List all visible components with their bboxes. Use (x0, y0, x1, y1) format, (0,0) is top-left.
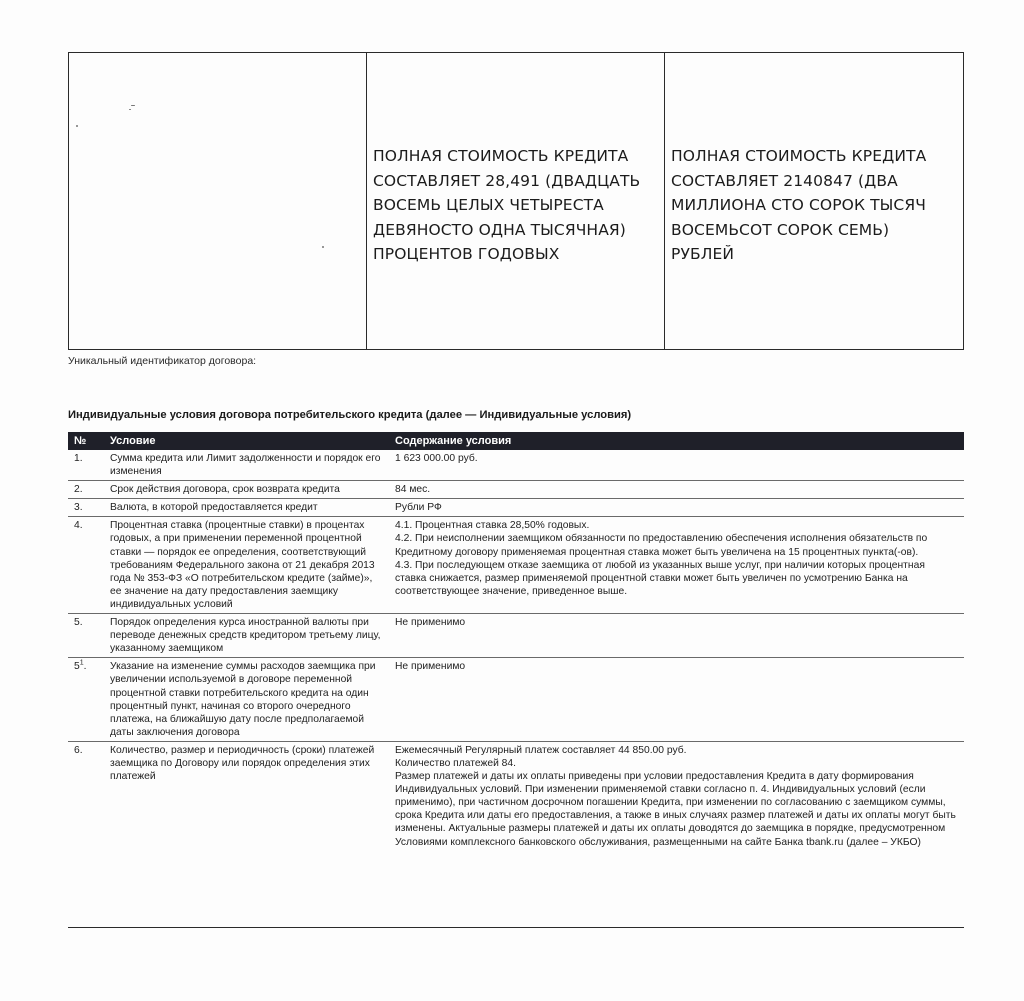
row-number: 1. (74, 453, 83, 464)
content-line: Не применимо (395, 617, 466, 629)
row-condition: Процентная ставка (процентные ставки) в процентах годовых, а при применении переменной процентной ставки — порядок ее определения, соответствующий требованиям Федерального закона от 21 декабря 2013 года № 353-ФЗ «О потребительском кредите (займе)», ее значение на дату предоставления заемщику индивидуальных условий (110, 520, 375, 610)
scan-speck (76, 125, 78, 127)
row-condition: Порядок определения курса иностранной валюты при переводе денежных средств кредитором третьему лицу, указанному заемщиком (110, 617, 381, 655)
row-content (389, 450, 964, 480)
conditions-title: Индивидуальные условия договора потребительского кредита (далее — Индивидуальные условия) (68, 409, 632, 421)
content-line: Размер платежей и даты их оплаты приведены при условии предоставления Кредита в дату формирования Индивидуальных условий. При изменении применяемой ставки согласно п. 4. Индивидуальных условий (если применимо), при частичном досрочном погашении Кредита, при изменении по согласованию с заемщиком суммы, срока Кредита или даты его предоставления, а также в иных случаях размер платежей и даты их оплаты могут быть изменены. Актуальные размеры платежей и даты их оплаты доводятся до заемщика в порядке, предусмотренном Условиями комплексного банковского обслуживания, размещенными на сайте Банка tbank.ru (далее – УКБО) (395, 771, 956, 848)
content-line: Рубли РФ (395, 502, 442, 514)
row-number: 5. (74, 617, 83, 629)
row-condition: Количество, размер и периодичность (сроки) платежей заемщика по Договору или порядок определения этих платежей (110, 744, 375, 783)
content-line: Количество платежей 84. (395, 757, 516, 769)
row-number-superscript: 1 (79, 659, 84, 667)
row-content (389, 499, 964, 516)
row-condition: Сумма кредита или Лимит задолженности и порядок его изменения (110, 453, 381, 478)
row-content (389, 742, 964, 851)
contract-uid-label: Уникальный идентификатор договора: (68, 355, 257, 367)
table-header (68, 432, 964, 450)
table-row (68, 450, 964, 481)
table-row (68, 517, 964, 614)
cost-cell-empty (69, 53, 367, 349)
table-row (68, 499, 964, 517)
full-cost-percent-text: ПОЛНАЯ СТОИМОСТЬ КРЕДИТА СОСТАВЛЯЕТ 28,491 (ДВАДЦАТЬ ВОСЕМЬ ЦЕЛЫХ ЧЕТЫРЕСТА ДЕВЯНОСТО ОДНА ТЫСЯЧНАЯ) ПРОЦЕНТОВ ГОДОВЫХ (373, 147, 641, 263)
content-line: 84 мес. (395, 484, 431, 496)
scan-speck (322, 246, 324, 248)
row-content (389, 614, 964, 657)
scan-speck (129, 109, 131, 110)
row-content (389, 517, 964, 613)
table-row (68, 658, 964, 742)
cost-cell-percent (367, 53, 665, 349)
row-condition: Срок действия договора, срок возврата кредита (110, 484, 340, 496)
content-line: Не применимо (395, 661, 466, 673)
row-content (389, 481, 964, 498)
table-row (68, 614, 964, 658)
table-body (68, 450, 964, 851)
cost-cell-amount (665, 53, 963, 349)
content-line: 4.3. При последующем отказе заемщика от любой из указанных выше услуг, при наличии которых процентная ставка снижается, размер применяемой процентной ставки может быть увеличен по усмотрению Банка на соответствующее значение, приведенное выше. (395, 559, 925, 597)
row-number: 3. (74, 502, 83, 514)
table-row (68, 742, 964, 851)
credit-cost-box (68, 52, 964, 350)
row-number: 2. (74, 484, 83, 496)
content-line: 4.1. Процентная ставка 28,50% годовых. (395, 520, 590, 532)
table-row (68, 481, 964, 499)
conditions-table (68, 432, 964, 928)
scan-speck (131, 105, 135, 106)
content-line: 4.2. При неисполнении заемщиком обязанности по предоставлению обеспечения исполнения обязательств по Кредитному договору применяемая процентная ставка может быть увеличена на 15 процентных пункта(-ов). (395, 533, 928, 558)
row-number: $5^1$. (74, 659, 87, 673)
row-content (389, 658, 964, 741)
header-condition: Условие (110, 435, 156, 447)
row-number: 6. (74, 744, 83, 756)
row-number: 4. (74, 520, 83, 532)
full-cost-amount-text: ПОЛНАЯ СТОИМОСТЬ КРЕДИТА СОСТАВЛЯЕТ 2140847 (ДВА МИЛЛИОНА СТО СОРОК ТЫСЯЧ ВОСЕМЬСОТ СОРОК СЕМЬ) РУБЛЕЙ (671, 147, 927, 263)
row-condition: Валюта, в которой предоставляется кредит (110, 502, 318, 514)
content-line: Ежемесячный Регулярный платеж составляет 44 850.00 руб. (395, 744, 687, 756)
content-line: 1 623 000.00 руб. (395, 453, 478, 464)
header-content: Содержание условия (395, 435, 512, 447)
header-number: № (74, 435, 87, 447)
row-condition: Указание на изменение суммы расходов заемщика при увеличении используемой в договоре переменной процентной ставки потребительского кредита на один процентный пункт, начиная со второго очередного платежа, на ближайшую дату после предполагаемой даты заключения договора (110, 661, 376, 738)
